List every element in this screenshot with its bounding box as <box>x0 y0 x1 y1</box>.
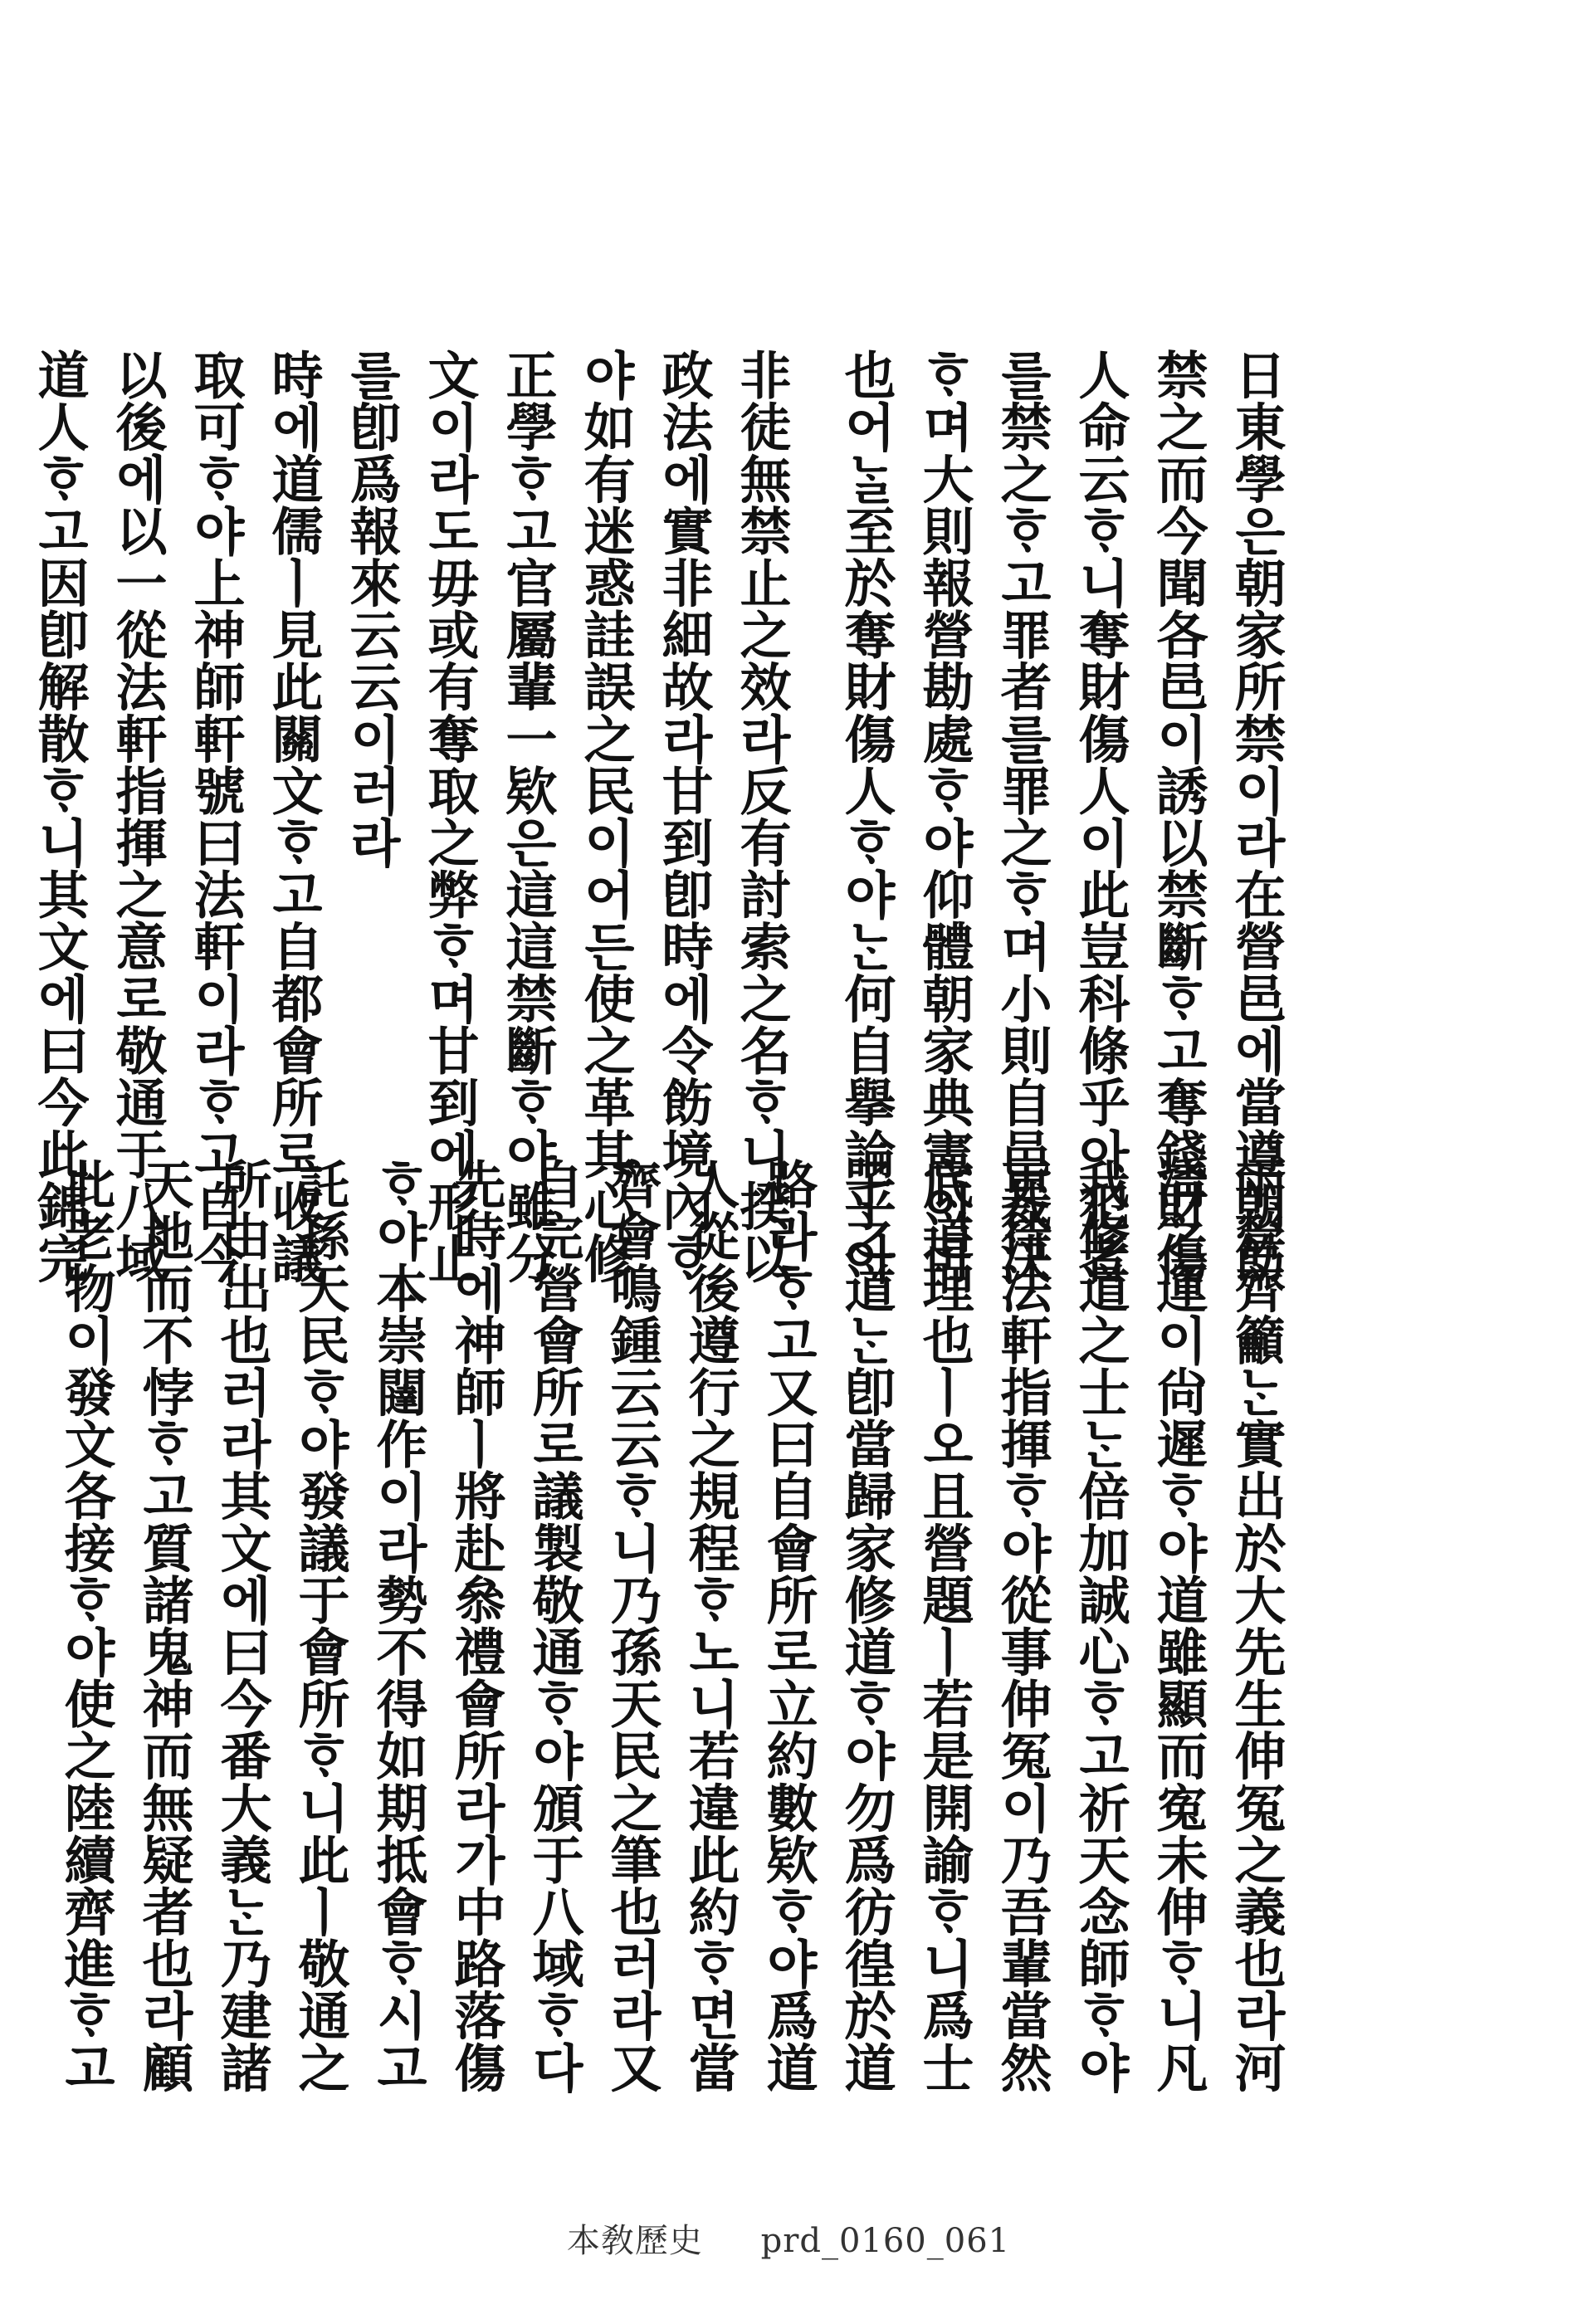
text-column: 我修道之士ᄂᆞᆫ倍加誠心ᄒᆞ고祈天念師ᄒᆞ야 <box>1070 1158 1130 2093</box>
text-column: 非徒無禁止之效라反有討索之名ᄒᆞ니揆以 <box>731 349 792 1284</box>
text-column: 禁之而今聞各邑이誘以禁斷ᄒᆞ고奪錢財傷 <box>1148 349 1208 1284</box>
text-column: ᄒᆞ며大則報營勘處ᄒᆞ야仰體朝家典憲이可 <box>914 349 974 1284</box>
text-column: 正學ᄒᆞ고官屬輩一欵은這這禁斷ᄒᆞ야雖分 <box>497 349 558 1284</box>
text-column: 託孫天民ᄒᆞ야發議于會所ᄒᆞ니此ㅣ敬通之 <box>290 1158 350 2093</box>
text-column: 를禁之ᄒᆞ고罪者를罪之ᄒᆞ며小則自邑裁決 <box>992 349 1052 1284</box>
text-column: 取可ᄒᆞ야上神師軒號曰法軒이라ᄒᆞ고自今 <box>185 349 246 1284</box>
page-footer <box>0 2214 1577 2262</box>
text-column: 天地而不悖ᄒᆞ고質諸鬼神而無疑者也라顧 <box>134 1158 194 2093</box>
text-column: 를卽爲報來云云이러라 <box>341 349 402 868</box>
text-column: 人從後遵行之規程ᄒᆞ노니若違此約ᄒᆞ면當 <box>680 1158 740 2093</box>
text-column: 淸之運이尙遲ᄒᆞ야道雖顯而寃未伸ᄒᆞ니凡 <box>1148 1158 1208 2093</box>
text-column: 道人ᄒᆞ고因卽解散ᄒᆞ니其文에曰今此錦完 <box>29 349 90 1284</box>
text-column: 齊會鳴鍾云云ᄒᆞ니乃孫天民之筆也러라又 <box>602 1158 662 2093</box>
text-column: 人命云ᄒᆞ니奪財傷人이此豈科條乎아犯者 <box>1070 349 1130 1284</box>
book-title: 本敎歷史 <box>566 2222 703 2260</box>
text-column: 更待法軒指揮ᄒᆞ야從事伸冤이乃吾輩當然 <box>992 1158 1052 2093</box>
lower-text-block <box>56 1158 1295 2093</box>
text-column: 以後에以一從法軒指揮之意로敬通于八域 <box>107 349 168 1284</box>
text-column: 也어ᄂᆞᆯ至於奪財傷人ᄒᆞ야ᄂᆞᆫ何自擧論乎아 <box>836 349 896 1284</box>
text-column: 自完營會所로議製敬通ᄒᆞ야頒于八域ᄒᆞ다 <box>524 1158 584 2093</box>
text-column: 야如有迷惑詿誤之民이어든使之革其心修 <box>575 349 636 1284</box>
text-column: ᄒᆞ야本崇闥作이라勢不得如期抵會ᄒᆞ시고 <box>368 1158 428 2093</box>
text-column: 日東學은朝家所禁이라在營邑에當遵朝飭 <box>1226 349 1286 1284</box>
upper-text-block <box>29 349 1295 1284</box>
text-column: 政法에實非細故라甘到卽時에令飭境內ᄒᆞ <box>653 349 714 1284</box>
text-column: 此老物이發文各接ᄒᆞ야使之陸續齊進ᄒᆞ고 <box>56 1158 116 2093</box>
text-column: 時에道儒ㅣ見此關文ᄒᆞ고自都會所로收議 <box>263 349 324 1284</box>
page-id: prd_0160_061 <box>760 2222 1011 2260</box>
text-column: 子之道ᄂᆞᆫ卽當歸家修道ᄒᆞ야勿爲彷徨於道 <box>836 1158 896 2093</box>
text-column: 底道理也ㅣ오且營題ㅣ若是開諭ᄒᆞ니爲士 <box>914 1158 974 2093</box>
text-column: 文이라도毋或有奪取之弊ᄒᆞ며甘到에形止 <box>419 349 480 1284</box>
text-column: 兩營齊籲ᄂᆞᆫ實出於大先生伸冤之義也라河 <box>1226 1158 1286 2093</box>
text-column: 路라ᄒᆞ고又曰自會所로立約數欵ᄒᆞ야爲道 <box>758 1158 818 2093</box>
text-column: 先時에神師ㅣ將赴叅禮會所라가中路落傷 <box>446 1158 506 2093</box>
text-column: 所由出也러라其文에曰今番大義ᄂᆞᆫ乃建諸 <box>212 1158 272 2093</box>
